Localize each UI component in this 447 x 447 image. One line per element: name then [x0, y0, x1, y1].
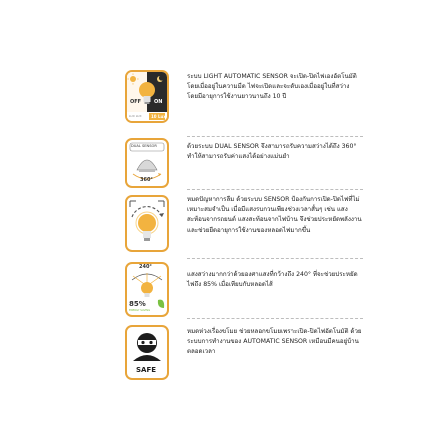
dual-sensor-label: DUAL SENSOR	[131, 144, 157, 148]
light-sensor-description: ระบบ LIGHT AUTOMATIC SENSOR จะเปิด-ปิดไฟเองอัตโนมัติ โดยเมื่ออยู่ในความมืด ไฟจะเปิดและจะดับเองเมื่ออยู่ในที่สว่าง โดยมีอายุการใช้งานยาวนานถึง 10 ปี	[187, 73, 357, 101]
light-sensor-icon	[125, 70, 169, 123]
safe-icon	[125, 325, 169, 380]
wide-angle-icon	[125, 262, 169, 317]
off-label: OFF	[130, 99, 142, 105]
divider-3	[187, 258, 363, 259]
angle-360-label: 360°	[140, 177, 153, 183]
energy-percent-label: 85%	[129, 300, 146, 308]
angle-240-label: 240°	[139, 264, 152, 270]
divider-2	[187, 189, 363, 190]
divider-4	[187, 318, 363, 319]
bulb-auto-switch-icon	[127, 197, 167, 250]
wide-angle-description: แสงสว่างมากกว่าด้วยองศาแสงที่กว้างถึง 240° ที่จะช่วยประหยัดไฟถึง 85% เมื่อเทียบกับหลอดไส้	[187, 271, 358, 289]
auto-switch-description: หมดปัญหาการลืม ด้วยระบบ SENSOR ป้องกันการเปิด-ปิดไฟที่ไม่เหมาะสมจำเป็น เมื่อมีแสงรบกวนเพียงช่วงเวลาสั้นๆ เช่น แสงสะท้อนจากรถยนต์ แสงสะท้อนจากไฟบ้าน จึงช่วยประหยัดพลังงานและช่วยยืดอายุการใช้งานของหลอดไฟมากขึ้น	[187, 196, 362, 234]
dual-sensor-description: ด้วยระบบ DUAL SENSOR จึงสามารถรับความสว่างได้ถึง 360° ทำให้สามารถรับค่าแสงได้อย่างแม่นยำ	[187, 143, 357, 161]
lux-low-label: LUX LUX	[129, 114, 142, 118]
on-label: ON	[154, 99, 163, 105]
divider-1	[187, 136, 363, 137]
safe-description: หมดห่วงเรื่องขโมย ช่วยหลอกขโมยเพราะเปิด-ปิดไฟอัตโนมัติ ด้วยระบบการทำงานของ AUTOMATIC SENSOR เหมือนมีคนอยู่บ้านตลอดเวลา	[187, 328, 362, 356]
lux-value-label: 10 Lux	[151, 114, 166, 119]
energy-saving-label: ENERGY SAVING	[129, 309, 151, 312]
safe-label: SAFE	[136, 366, 157, 374]
auto-switch-icon	[125, 195, 169, 252]
dual-sensor-icon	[125, 138, 169, 188]
